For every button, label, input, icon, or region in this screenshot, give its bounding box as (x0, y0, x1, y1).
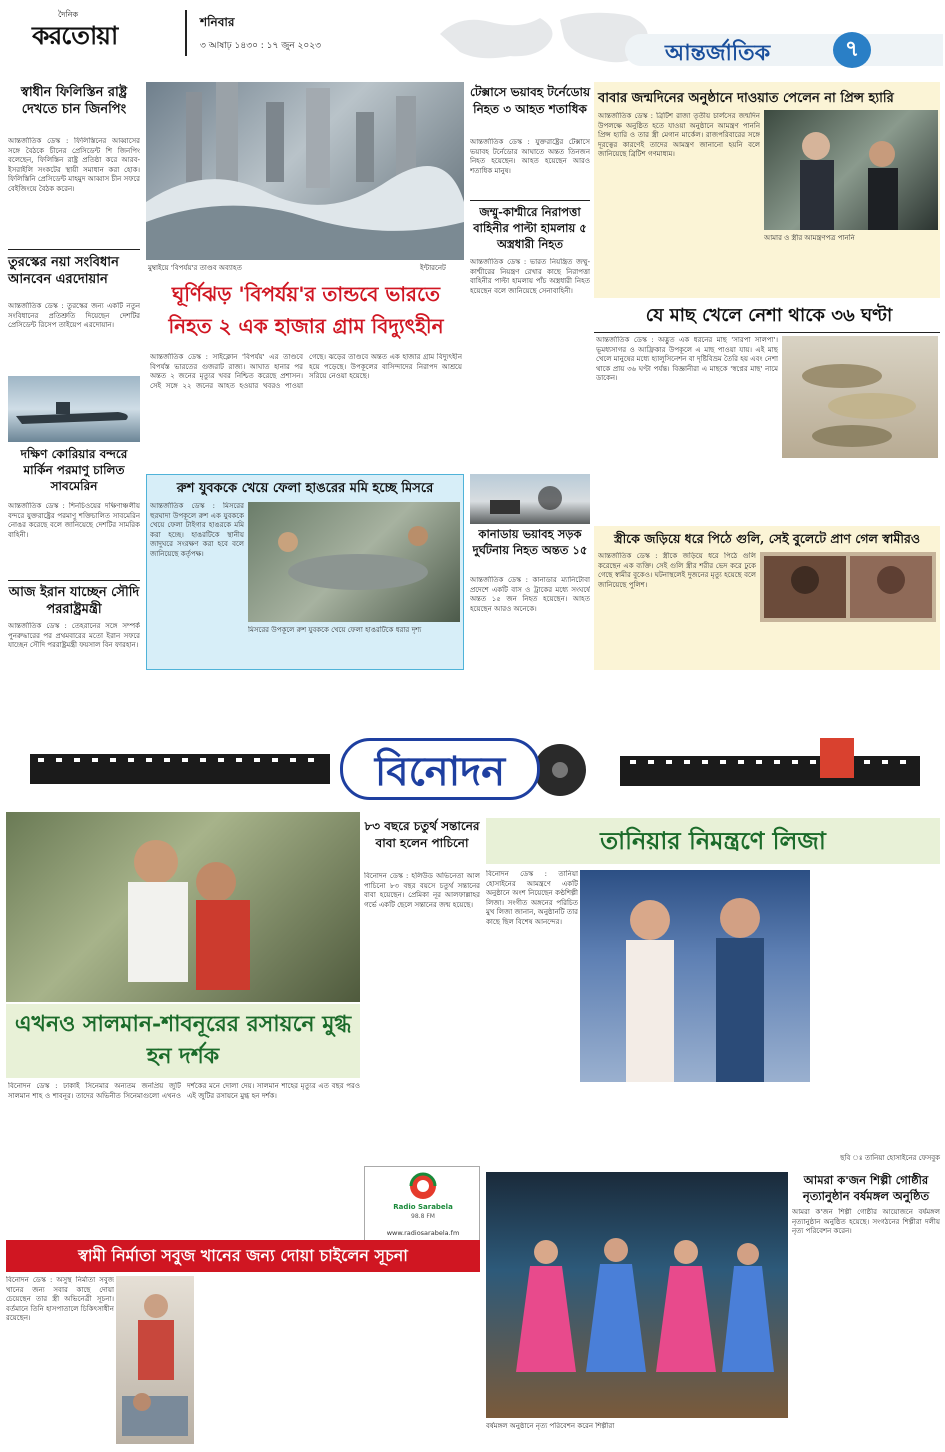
headline-cyclone: ঘূর্ণিঝড় 'বিপর্যয়'র তান্ডবে ভারতে নিহত ২ এক হাজার গ্রাম বিদ্যুৎহীন (168, 282, 444, 338)
page-number: ৭ (833, 32, 871, 68)
headline-shark: রুশ যুবককে খেয়ে ফেলা হাঙরের মমি হচ্ছে মিসরে (176, 481, 434, 496)
section-header (625, 30, 943, 70)
headline-wife: স্ত্রীকে জড়িয়ে ধরে পিঠে গুলি, সেই বুলেটে প্রাণ গেল স্বামীরও (613, 531, 921, 546)
body-fish-cont (782, 462, 938, 524)
body-palestine: আন্তর্জাতিক ডেস্ক : ফিলিস্তিনের আব্বাসের সঙ্গে বৈঠকে চীনের প্রেসিডেন্ট শি জিনপিং বলেছেন, ফিলিস্তিন রাষ্ট্র প্রতিষ্ঠা করে আরব-ইসরাইলি সংকটের স্থায়ী সমাধান করা হোক। ফিলিস্তিনি প্রেসিডেন্ট মাহমুদ আব্বাস চীন সফরে বেইজিংয়ে বৈঠক করেন। (8, 137, 140, 193)
shark-photo (248, 502, 460, 622)
body-dance: আমরা ক'জন শিল্পী গোষ্ঠীর আয়োজনে বর্ষমঙ্গল নৃত্যানুষ্ঠান অনুষ্ঠিত হয়েছে। সংগঠনের শিল্পীরা দলীয় নৃত্য পরিবেশন করেন। (792, 1208, 940, 1235)
headline-salman: এখনও সালমান-শাবনূরের রসায়নে মুগ্ধ হন দর্শক (14, 1011, 352, 1069)
radio-sub: 98.8 FM (411, 1213, 435, 1220)
liza-credit: ছবি ঃ তানিয়া হোসাইনের ফেসবুক (840, 1154, 940, 1162)
body-iran: আন্তর্জাতিক ডেস্ক : তেহরানের সঙ্গে সম্পর্ক পুনরুদ্ধারের পর প্রথমবারের মতো ইরান সফরে যাচ্ছেন সৌদি পররাষ্ট্রমন্ত্রী ফয়সাল বিন ফারহান। (8, 622, 140, 649)
body-wife-cont (760, 626, 936, 666)
headline-liza: তানিয়ার নিমন্ত্রণে লিজা (600, 826, 826, 855)
body-wife: আন্তর্জাতিক ডেস্ক : স্ত্রীকে জড়িয়ে ধরে পিঠে গুলি করেছেন এক ব্যক্তি। সেই গুলি স্ত্রীর শরীর ভেদ করে ঢুকে গেছে স্বামীর বুকেও। ঘটনাস্থলেই দুজনের মৃত্যু হয়েছে বলে জানিয়েছে পুলিশ। (598, 552, 756, 589)
body-turkey: আন্তর্জাতিক ডেস্ক : তুরস্কের জন্য একটি নতুন সংবিধানের প্রতিশ্রুতি দিয়েছেন দেশটির প্রেসিডেন্ট রিসেপ তাইয়েপ এরদোয়ান। (8, 302, 140, 329)
headline-texas: টেক্সাসে ভয়াবহ টর্নেডোয় নিহত ৩ আহত শতাধিক (470, 85, 591, 116)
harry-photo (764, 110, 938, 230)
headline-harry: বাবার জন্মদিনের অনুষ্ঠানে দাওয়াত পেলেন না প্রিন্স হ্যারি (598, 91, 894, 106)
radio-website[interactable]: www.radiosarabela.fm (386, 1229, 460, 1237)
body-pachino: বিনোদন ডেস্ক : হলিউড অভিনেতা আল পাচিনো ৮৩ বছর বয়সে চতুর্থ সন্তানের বাবা হয়েছেন। প্রেমিকা নূর আলফাল্লাহর গর্ভে একটি ছেলে সন্তানের জন্ম হয়েছে। (364, 872, 480, 909)
radio-ad (364, 1166, 480, 1242)
radio-logo-icon (405, 1171, 441, 1201)
cyclone-credit: ইন্টারনেট (420, 264, 446, 272)
masthead-divider (185, 10, 187, 56)
body-shark: আন্তর্জাতিক ডেস্ক : মিসরের হুরঘাদা উপকূলে রুশ এক যুবককে খেয়ে ফেলা টাইগার হাঙরকে মমি করা হচ্ছে। হাঙরটিকে স্থানীয় জাদুঘরে সংরক্ষণ করা হবে বলে জানিয়েছে কর্তৃপক্ষ। (150, 502, 244, 558)
entertainment-banner (0, 734, 945, 806)
body-fish: আন্তর্জাতিক ডেস্ক : অদ্ভুত এক ধরনের মাছ 'সারপা সালপা'। ভূমধ্যসাগর ও আফ্রিকার উপকূলে এ মাছ পাওয়া যায়। এই মাছ খেলে মানুষের মধ্যে হ্যালুসিনেশন বা দৃষ্টিবিভ্রম তৈরি হয় এবং নেশা থাকে প্রায় ৩৬ ঘণ্টা পর্যন্ত। বিজ্ঞানীরা এ মাছকে 'স্বপ্নের মাছ' নামে ডাকেন। (596, 336, 778, 382)
body-cyclone: আন্তর্জাতিক ডেস্ক : সাইক্লোন 'বিপর্যয়' এর তাণ্ডবে বিপর্যস্ত ভারতের গুজরাট রাজ্য। আঘাত হানার পর অন্তত ২ জনের মৃত্যুর খবর নিশ্চিত করেছে প্রশাসন। সেই সঙ্গে ২২ জনের আহত হওয়ার খবরও পাওয়া গেছে। ঝড়ের তাণ্ডবে অন্তত এক হাজার গ্রাম বিদ্যুৎহীন হয়ে পড়েছে। উপকূলের বাসিন্দাদের নিরাপদ আশ্রয়ে সরিয়ে নেওয়া হয়েছে। (150, 353, 462, 390)
headline-turkey: তুরস্কের নয়া সংবিধান আনবেন এরদোয়ান (8, 255, 119, 287)
day: শনিবার (200, 15, 235, 29)
submarine-photo (8, 376, 140, 442)
cyclone-caption: মুম্বাইয়ে 'বিপর্যয়'র তাণ্ডব অব্যাহত (148, 264, 242, 272)
logo: করতোয়া (32, 21, 118, 50)
body-salman: বিনোদন ডেস্ক : ঢাকাই সিনেমার অন্যতম জনপ্রিয় জুটি সালমান শাহ ও শাবনূর। তাদের অভিনীত সিনেমাগুলো এখনও দর্শকের মনে দোলা দেয়। সালমান শাহের মৃত্যুর এত বছর পরও এই জুটির রসায়নে মুগ্ধ হন দর্শক। (8, 1082, 360, 1100)
wife-photo (760, 552, 936, 622)
suchona-photo (116, 1276, 194, 1444)
headline-korea: দক্ষিণ কোরিয়ার বন্দরে মার্কিন পরমাণু চালিত সাবমেরিন (20, 447, 128, 493)
salman-photo (6, 812, 360, 1002)
dance-caption: বর্ষমঙ্গল অনুষ্ঠানে নৃত্য পরিবেশন করেন শিল্পীরা (486, 1422, 615, 1430)
fish-photo (782, 336, 938, 458)
body-korea: আন্তর্জাতিক ডেস্ক : শিনচিওয়ের দক্ষিণাঞ্চলীয় বন্দরে যুক্তরাষ্ট্রের পরমাণু শক্তিচালিত সাবমেরিন নোঙর করেছে বলে জানিয়েছে দেশটির সামরিক বাহিনী। (8, 502, 140, 539)
headline-palestine: স্বাধীন ফিলিস্তিন রাষ্ট্র দেখতে চান জিনপিং (20, 85, 128, 117)
body-liza-bottom (580, 1086, 810, 1166)
headline-pachino: ৮৩ বছরে চতুর্থ সন্তানের বাবা হলেন পাচিনো (364, 819, 480, 850)
body-liza-right (814, 870, 940, 1166)
date: ৩ আষাঢ় ১৪৩০ : ১৭ জুন ২০২৩ (200, 41, 321, 51)
body-suchona: বিনোদন ডেস্ক : অসুস্থ নির্মাতা সবুজ খানের জন্য সবার কাছে দোয়া চেয়েছেন তার স্ত্রী অভিনেত্রী সূচনা। বর্তমানে তিনি হাসপাতালে চিকিৎসাধীন রয়েছেন। (6, 1276, 114, 1322)
body-kashmir: আন্তর্জাতিক ডেস্ক : ভারত নিয়ন্ত্রিত জম্মু-কাশ্মীরের নিয়ন্ত্রণ রেখার কাছে নিরাপত্তা বাহিনীর পাল্টা হামলায় পাঁচ অস্ত্রধারী নিহত হয়েছেন বলে জানিয়েছে সেনাবাহিনী। (470, 258, 590, 295)
logo-small: দৈনিক (58, 10, 79, 19)
body-suchona-cont (198, 1276, 480, 1444)
headline-fish: যে মাছ খেলে নেশা থাকে ৩৬ ঘণ্টা (645, 305, 893, 326)
headline-suchona: স্বামী নির্মাতা সবুজ খানের জন্য দোয়া চাইলেন সূচনা (78, 1246, 408, 1265)
body-harry: আন্তর্জাতিক ডেস্ক : ব্রিটিশ রাজা তৃতীয় চার্লসের জন্মদিন উপলক্ষে অনুষ্ঠিত হতে যাওয়া অনুষ্ঠানে আমন্ত্রণ পাননি প্রিন্স হ্যারি ও তার স্ত্রী মেগান মার্কেল। রাজপরিবারের সঙ্গে দূরত্বের কারণেই তাদের আমন্ত্রণ জানানো হয়নি বলে জানিয়েছে ব্রিটিশ গণমাধ্যম। (598, 112, 760, 158)
section-title: আন্তর্জাতিক (665, 40, 771, 66)
headline-kashmir: জম্মু-কাশ্মীরে নিরাপত্তা বাহিনীর পাল্টা হামলায় ৫ অস্ত্রধারী নিহত (473, 205, 587, 251)
body-canada: আন্তর্জাতিক ডেস্ক : কানাডার ম্যানিটোবা প্রদেশে একটি বাস ও ট্রাকের মধ্যে সংঘর্ষে অন্তত ১৫ জন নিহত হয়েছেন। আহত হয়েছেন আরও অনেকে। (470, 576, 590, 613)
shark-caption: মিসরের উপকূলে রুশ যুবককে খেয়ে ফেলা হাঙরটিকে ধরার দৃশ্য (248, 626, 422, 634)
headline-dance: আমরা ক'জন শিল্পী গোষ্ঠীর নৃত্যানুষ্ঠান বর্ষমঙ্গল অনুষ্ঠিত (802, 1173, 930, 1203)
banner-title: বিনোদন (340, 738, 540, 800)
canada-photo (470, 474, 590, 524)
masthead (0, 0, 945, 78)
radio-name: Radio Sarabela (393, 1203, 453, 1211)
body-liza: বিনোদন ডেস্ক : তানিয়া হোসাইনের আমন্ত্রণে একটি অনুষ্ঠানে অংশ নিয়েছেন কণ্ঠশিল্পী লিজা। সংগীত অঙ্গনের পরিচিত মুখ লিজা জানান, অনুষ্ঠানটি তার কাছে ছিল বিশেষ আনন্দের। (486, 870, 578, 926)
body-texas: আন্তর্জাতিক ডেস্ক : যুক্তরাষ্ট্রের টেক্সাসে ভয়াবহ টর্নেডোর আঘাতে অন্তত তিনজন নিহত হয়েছেন। আহত হয়েছেন আরও শতাধিক মানুষ। (470, 138, 590, 175)
liza-photo (580, 870, 810, 1082)
headline-canada: কানাডায় ভয়াবহ সড়ক দুর্ঘটনায় নিহত অন্তত ১৫ (472, 527, 588, 557)
dance-photo (486, 1172, 788, 1418)
headline-iran: আজ ইরান যাচ্ছেন সৌদি পররাষ্ট্রমন্ত্রী (8, 585, 140, 617)
harry-caption: আমার ও স্ত্রীর আমন্ত্রণপত্র পাননি (764, 234, 855, 242)
cyclone-photo (146, 82, 464, 260)
